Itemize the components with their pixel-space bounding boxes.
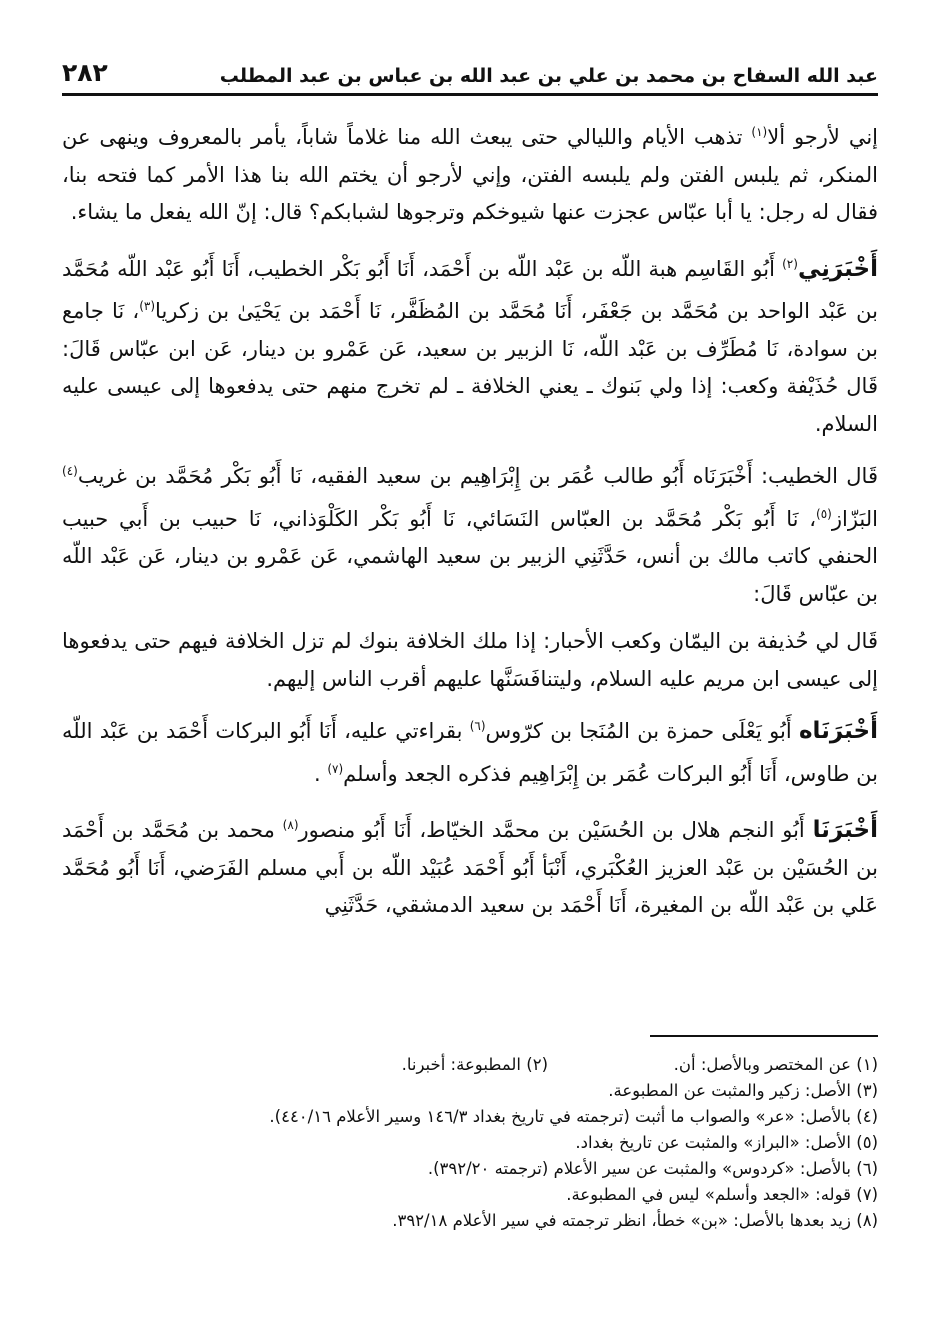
- footnote-row: [62, 1182, 878, 1208]
- page-number: ٢٨٢: [62, 58, 108, 87]
- paragraph-text: البَزّاز: [831, 506, 878, 531]
- footnote-number: (٦): [856, 1159, 878, 1178]
- paragraph-4: [62, 623, 878, 698]
- paragraph-3: [62, 453, 878, 613]
- running-title: عبد الله السفاح بن محمد بن علي بن عبد الله بن عباس بن عبد المطلب: [219, 65, 878, 87]
- footnote-number: (١): [856, 1055, 878, 1074]
- footnote-ref: (٧): [327, 761, 344, 776]
- footnote-text: عن المختصر وبالأصل: أن.: [673, 1055, 851, 1074]
- paragraph-text: ، نَا جامع بن سوادة، نَا مُطَرِّف بن عَبْد اللّه، نَا الزبير بن سعيد، عَن عَمْرو بن دينار، عَن ابن عبّاس قَالَ: قَال حُذَيْفة وكعب: إذا ولي بَنوك ـ يعني الخلافة ـ لم تخرج منهم حتى يدفعوها إلى عيسى عليه السلام.: [62, 299, 878, 436]
- paragraph-text: بقراءتي عليه، أَنَا أَبُو البركات أَحْمَد بن عَبْد اللّه بن طاوس، أَنَا أَبُو البركات عُمَر بن إِبْرَاهِيم فذكره الجعد وأسلم: [62, 719, 878, 786]
- footnote-4: [269, 1104, 878, 1130]
- footnote-text: الأصل: «البراز» والمثبت عن تاريخ بغداد.: [575, 1133, 851, 1152]
- paragraph-2: [62, 246, 878, 444]
- paragraph-text: أَبُو يَعْلَى حمزة بن المُنَجا بن كرّوس: [485, 719, 799, 743]
- footnotes: [62, 1052, 878, 1234]
- footnote-7: [566, 1182, 878, 1208]
- footnote-text: بالأصل: «كردوس» والمثبت عن سير الأعلام (ترجمته ٣٩٢/٢٠).: [427, 1159, 851, 1178]
- footnote-2: [402, 1052, 548, 1078]
- paragraph-text: إني لأرجو ألا: [767, 125, 878, 149]
- footnote-separator: [650, 1035, 878, 1037]
- footnote-text: بالأصل: «عر» والصواب ما أثبت (ترجمته في تاريخ بغداد ١٤٦/٣ وسير الأعلام ٤٤٠/١٦).: [269, 1107, 851, 1126]
- footnote-row: [62, 1156, 878, 1182]
- footnote-number: (٧): [856, 1185, 878, 1204]
- footnote-row: [62, 1208, 878, 1234]
- footnote-ref: (٣): [139, 299, 156, 313]
- footnote-row: [62, 1104, 878, 1130]
- footnote-row: [62, 1052, 878, 1078]
- footnote-5: [575, 1130, 878, 1156]
- paragraph-text: ، نَا أَبُو بَكْر مُحَمَّد بن العبّاس النَسَائي، نَا أَبُو بَكْر الكَلْوَذاني، نَا حبيب بن أَبي حبيب الحنفي كاتب مالك بن أنس، حَدَّثَنِي الزبير بن سعيد الهاشمي، عَن عَمْرو بن دينار، عَن عَبْد اللّه بن عبّاس قَالَ:: [62, 506, 878, 606]
- paragraph-lead-word: أَخْبَرَنِي: [797, 255, 878, 282]
- footnote-row: [62, 1078, 878, 1104]
- footnote-3: [608, 1078, 878, 1104]
- footnote-text: المطبوعة: أخبرنا.: [401, 1055, 521, 1074]
- paragraph-6: [62, 807, 878, 925]
- footnote-ref: (٢): [782, 256, 798, 271]
- footnote-8: [392, 1208, 878, 1234]
- footnote-6: [428, 1156, 878, 1182]
- footnote-number: (٢): [526, 1055, 548, 1074]
- footnote-text: زيد بعدها بالأصل: «بن» خطأ، انظر ترجمته في سير الأعلام ٣٩٢/١٨.: [392, 1211, 851, 1230]
- page-header: [62, 52, 878, 96]
- paragraph-1: [62, 114, 878, 232]
- paragraph-text: .: [313, 761, 328, 786]
- paragraph-text: أَبُو القَاسِم هبة اللّه بن عَبْد اللّه بن أَحْمَد، أَنَا أَبُو بَكْر الخطيب، أَنَا أَبُو عَبْد اللّه مُحَمَّد بن عَبْد الواحد بن مُحَمَّد بن جَعْفَر، أَنَا مُحَمَّد بن المُظَفَّر، نَا أَحْمَد بن يَحْيَىٰ بن زكريا: [62, 256, 879, 323]
- footnote-text: قوله: «الجعد وأسلم» ليس في المطبوعة.: [566, 1185, 851, 1204]
- paragraph-text: تذهب الأيام والليالي حتى يبعث الله منا غلاماً شاباً، يأمر بالمعروف وينهى عن المنكر، ثم يلبس الفتن ولم يلبسه الفتن، وإني لأرجو أن يختم الله بنا هذا الأمر كما فتحه بنا، فقال له رجل: يا أبا عبّاس عجزت عنها شيوخكم وترجوها لشبابكم؟ قال: إنّ الله يفعل ما يشاء.: [62, 125, 878, 224]
- paragraph-text: قَال الخطيب: أَخْبَرَنَاه أَبُو طالب عُمَر بن إِبْرَاهِيم بن سعيد الفقيه، نَا أَبُو بَكْر مُحَمَّد بن غريب: [77, 464, 878, 488]
- paragraph-5: [62, 708, 878, 793]
- footnote-number: (٣): [856, 1081, 878, 1100]
- footnote-ref: (٤): [62, 464, 78, 478]
- paragraph-lead-word: أَخْبَرَنَا: [812, 817, 879, 843]
- footnote-number: (٤): [856, 1107, 878, 1126]
- main-text: [62, 114, 878, 935]
- paragraph-text: أَبُو النجم هلال بن الحُسَيْن بن محمَّد الخيّاط، أَنَا أَبُو منصور: [298, 818, 813, 842]
- footnote-ref: (٥): [816, 506, 832, 521]
- paragraph-text: محمد بن مُحَمَّد بن أَحْمَد بن الحُسَيْن بن عَبْد العزيز العُكْبَري، أَنْبَأ أَبُو أَحْمَد عُبَيْد اللّه بن أَبي مسلم الفَرَضي، أَنَا أَبُو مُحَمَّد عَلي بن عَبْد اللّه بن المغيرة، أَنَا أَحْمَد بن سعيد الدمشقي، حَدَّثَنِي: [62, 818, 878, 917]
- footnote-1: [548, 1052, 878, 1078]
- paragraph-lead-word: أَخْبَرَنَاه: [798, 718, 878, 744]
- footnote-ref: (٦): [469, 719, 486, 733]
- paragraph-text: قَال لي حُذيفة بن اليمّان وكعب الأحبار: إذا ملك الخلافة بنوك لم تزل الخلافة فيهم حتى يدفعوها إلى عيسى ابن مريم عليه السلام، وليتنافَسَنَّها عليهم أقرب الناس إليهم.: [62, 629, 878, 691]
- footnote-row: [62, 1130, 878, 1156]
- footnote-text: الأصل: زكير والمثبت عن المطبوعة.: [608, 1081, 851, 1100]
- footnote-number: (٥): [856, 1133, 878, 1152]
- footnote-ref: (١): [751, 125, 768, 139]
- footnote-number: (٨): [856, 1211, 878, 1230]
- footnote-ref: (٨): [282, 818, 299, 832]
